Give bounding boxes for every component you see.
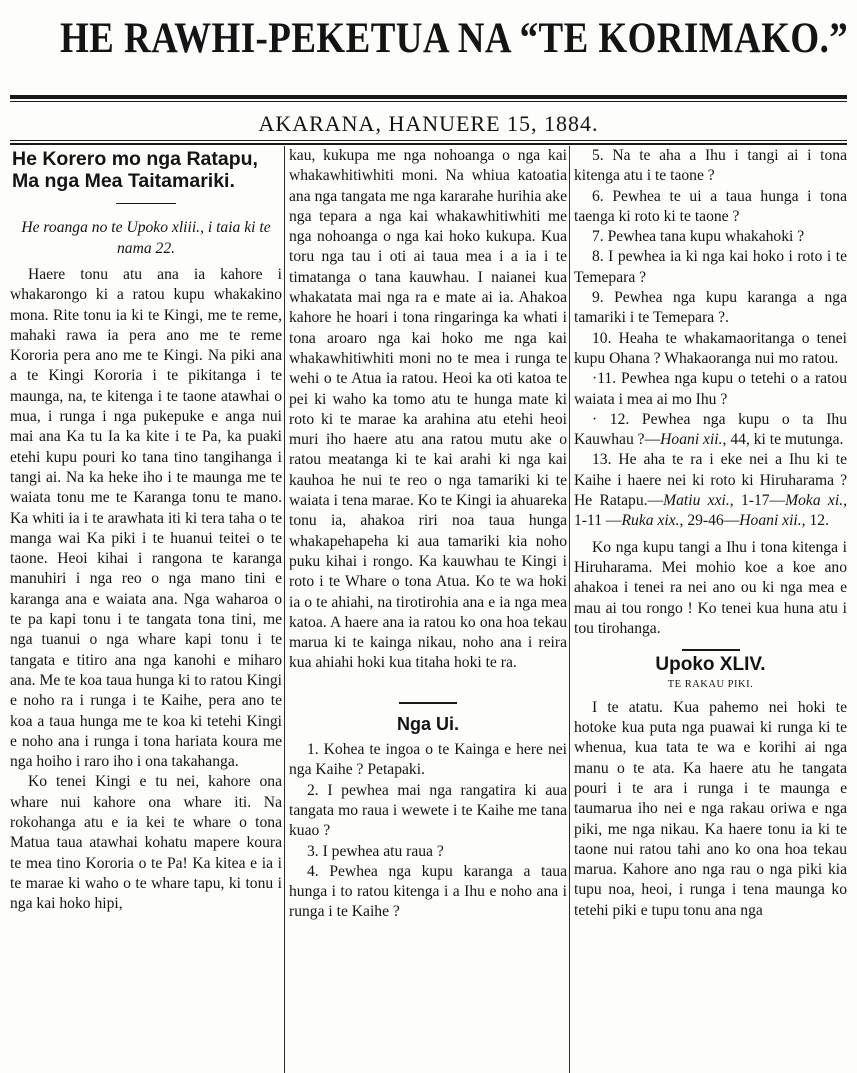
newspaper-masthead: HE RAWHI-PEKETUA NA “TE KORIMAKO.” bbox=[59, 15, 849, 62]
column-divider-1 bbox=[284, 146, 285, 1073]
scripture-ref: Hoani xii. bbox=[739, 512, 802, 530]
closing-paragraph: Ko nga kupu tangi a Ihu i tona kitenga i Hiruharama. Mei mohio koe a koe ano ahakoa i tenei ra nei ano ou ki nga mea e mau ai tou rongo ! Ko tenei kua huna atu i tou tirohanga. bbox=[574, 538, 847, 637]
chapter-subheading: TE RAKAU PIKI. bbox=[667, 679, 754, 691]
article-paragraph: Haere tonu atu ana ia kahore i whakarongo ki a ratou kupu whakakino mona. Rite tonu ia ki te Kingi, me te reme, mahaki rawa ia pera ano me te reme Kororia pera ano me te Kingi. Na piki ana a te Kingi Kororia i te pikitanga i te maunga, na, te kitenga i te taone atawhai o mua, i runga i nga pukepuke e anga nui mai ana Ka tu Ia ka kite i te Pa, ka puaki etehi kupu pouri ko tana tino tangihanga i tangi ai. Na ka heke iho i te maunga me te waiata tonu me te Karanga tonu te mano. Ka whiti ia i te arawhata iti ki tera taha o te manga wai Ka piki i te huanui teitei o te taone. Heoi kihai i rangona te karanga manuhiri i nga reo o nga mano tini e karanga ana e waiata ana. Nga waharoa o te pa kapi tonu i te tangata tona tini, me nga tuanui o nga whare kapi tonu i te tangata e titiro ana nga kanohi e miharo ana. Me te koa taua hunga ki to ratou Kingi e noho ra i runga i te Kaihe, pera ano te koa a taua hunga me te koa ki tetehi Kingi e noho ana i runga i tona hariata koura me nga hoiho i raro iho i ona takahanga. bbox=[10, 266, 282, 771]
question-item: 7. Pewhea tana kupu whakahoki ? bbox=[592, 228, 805, 246]
scripture-ref: Hoani xii. bbox=[660, 431, 723, 449]
dateline-rule-thick bbox=[10, 143, 847, 145]
question-item: 2. I pewhea mai nga rangatira ki aua tangata mo raua i wewete i te Kaihe me tana kuao ? bbox=[289, 781, 567, 840]
title-rule bbox=[116, 203, 176, 204]
article-subtitle: He roanga no te Upoko xliii., i taia ki te nama 22. bbox=[21, 219, 271, 257]
masthead-rule bbox=[10, 95, 847, 99]
ref-mid: , 29-46— bbox=[679, 512, 740, 530]
question-item: 6. Pewhea te ui a taua hunga i tona taenga ki roto ki te taone ? bbox=[574, 187, 847, 225]
questions-heading: Nga Ui. bbox=[396, 713, 459, 734]
masthead-rule-thin bbox=[10, 101, 847, 102]
scripture-ref: Moka xi. bbox=[785, 492, 844, 510]
dateline-rule bbox=[10, 140, 847, 141]
column-3 bbox=[574, 146, 847, 921]
article-title: He Korero mo nga Ratapu, Ma nga Mea Taitamariki. bbox=[12, 148, 258, 192]
scripture-ref: Ruka xix. bbox=[621, 512, 680, 530]
chapter-paragraph: I te atatu. Kua pahemo nei hoki te hotoke kua puta nga puawai ki runga ki te whenua, kua tata te wa e korihi ai nga manu o te ata. Ka haere atu he tangata pouri i te ara i runga i te maunga e taumarua iho nei e nga rakau oriwa e nga piki, me nga nikau. Ka haere tonu ia ki te taone nui ratou tahi ano ko ona hoa tekau marua. Kahore ano nga rau o nga piki kia tupu noa, heoi, i runga i tena maunga ko tetehi piki e tupu tonu ana nga bbox=[574, 698, 847, 919]
column-2 bbox=[289, 146, 567, 923]
question-item: 1. Kohea te ingoa o te Kainga e here nei nga Kaihe ? Petapaki. bbox=[289, 741, 567, 779]
scripture-ref: Matiu xxi. bbox=[663, 492, 730, 510]
ref-mid: , 1-17— bbox=[729, 492, 786, 510]
question-item: ·11. Pewhea nga kupu o tetehi o a ratou waiata i mea ai mo Ihu ? bbox=[574, 370, 847, 408]
section-rule bbox=[682, 649, 740, 651]
question-item: 3. I pewhea atu raua ? bbox=[307, 842, 444, 860]
article-paragraph: Ko tenei Kingi e tu nei, kahore ona whare nui kahore ona whare iti. Na rokohanga atu e ia kei te whare o tona Matua taua atawhai kohatu mapere koura te mea tino Kororia o te Pa! Ka kitea e ia i te marae ki waho o te whare tapu, ki tonu i nga kai hoko hipi, bbox=[10, 773, 282, 913]
article-paragraph: kau, kukupa me nga nohoanga o nga kai whakawhitiwhiti moni. Na whiua katoatia ana nga tangata me nga kararahe hurihia ake nga tepara a nga kai whakawhitiwhiti me nga nohoanga o nga kai hoko kukupa. Kua toru nga tau i oti ai taua mea i a ia i te timatanga o tana kauwhau. I naianei kua whakatata mai nga ra e mate ai ia. Ahakoa kahore he hoari i tona ringaringa ka whati i tona aroaro nga kai hoko me nga kai whakawhitiwhiti moni no te mea i runga te wehi o te Atua ia ratou. Heoi ka oti katoa te pei ki waho ka tomo atu te hunga mate ki roto ki te marae ka arahina atu etehi heoi muri iho haere atu ana ratou mutu ake o ratou meatanga ki te kai arahi ki nga kai kauhoa he nui te reo o nga tamariki ki te waiata i tena marae. Ko te Kingi ia ahuareka tonu ia, ahakoa riri noa taua hunga whakapehapeha ki aua tamariki kia noho puku kihai i rongo. Ka kauwhau te Kingi i roto i te Whare o tona Atua. Ko te wa hoki ia o te ahiahi, na tirotirohia ana e ia nga mea katoa. A haere ana ia ratou ko ona hoa tekau marua ki te kainga nikau, noho ana i reira kua ahiahi hoki kua titaha hoki te ra. bbox=[289, 147, 567, 672]
ref-tail: , 44, ki te mutunga. bbox=[722, 431, 844, 449]
question-item bbox=[574, 450, 847, 531]
column-1 bbox=[10, 146, 282, 915]
question-item: 4. Pewhea nga kupu karanga a taua hunga i to ratou kitenga i a Ihu e noho ana i runga i te Kaihe ? bbox=[289, 862, 567, 921]
question-text: · 12. Pewhea nga kupu o ta Ihu Kauwhau ?— bbox=[574, 410, 847, 449]
dateline: AKARANA, HANUERE 15, 1884. bbox=[258, 111, 599, 136]
chapter-heading: Upoko XLIV. bbox=[655, 654, 766, 676]
question-item: 8. I pewhea ia ki nga kai hoko i roto i te Temepara ? bbox=[574, 248, 847, 286]
section-rule bbox=[399, 702, 457, 704]
column-divider-2 bbox=[569, 146, 570, 1073]
question-text: 13. He aha te ra i eke nei a Ihu ki te Kaihe i haere nei ki roto ki Hiruharama ? He Ratapu.— bbox=[574, 451, 847, 510]
question-item: 5. Na te aha a Ihu i tangi ai i tona kitenga atu i te taone ? bbox=[574, 147, 847, 185]
ref-mid: , 1-11 — bbox=[574, 492, 847, 530]
question-item bbox=[574, 410, 847, 451]
ref-tail: , 12. bbox=[801, 512, 829, 530]
question-item: 10. Heaha te whakamaoritanga o tenei kupu Ohana ? Whakaoranga nui mo ratou. bbox=[574, 329, 847, 367]
question-item: 9. Pewhea nga kupu karanga a nga tamariki i te Temepara ?. bbox=[574, 289, 847, 327]
